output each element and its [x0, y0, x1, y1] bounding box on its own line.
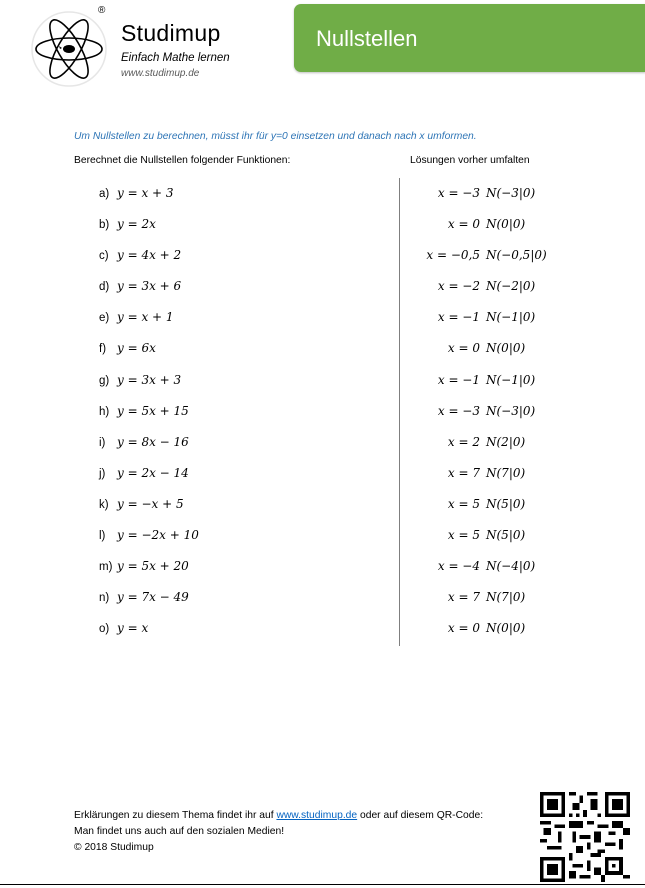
solution-item: [400, 248, 600, 279]
solution-point: N(5|0): [486, 496, 526, 511]
solution-x: x = −3: [437, 403, 480, 418]
task-function: y = 2x: [117, 217, 156, 232]
solution-item: [400, 373, 600, 404]
solution-heading: Lösungen vorher umfalten: [410, 155, 530, 166]
task-item: [99, 497, 199, 528]
task-heading: Berechnet die Nullstellen folgender Funktionen:: [74, 155, 291, 166]
task-label: g): [99, 374, 110, 387]
task-label: l): [99, 530, 106, 543]
task-label: h): [99, 405, 110, 418]
website-link[interactable]: www.studimup.de: [276, 810, 358, 821]
task-function: y = 5x + 15: [117, 403, 189, 418]
footer-line-1: [74, 808, 483, 824]
solution-x: x = 0: [447, 341, 480, 356]
registered-mark: ®: [98, 5, 106, 16]
solution-x: x = 5: [447, 528, 480, 543]
solution-x: x = 0: [447, 621, 480, 636]
header-website: www.studimup.de: [121, 68, 200, 79]
task-function: y = 8x − 16: [117, 434, 189, 449]
task-label: k): [99, 498, 109, 511]
solution-item: [400, 497, 600, 528]
solution-point: N(−3|0): [486, 186, 536, 200]
task-label: o): [99, 623, 110, 636]
bottom-rule: [0, 884, 645, 885]
task-item: [99, 466, 199, 497]
footer-text-before: Erklärungen zu diesem Thema findet ihr auf: [74, 810, 277, 821]
solution-list: [400, 186, 600, 652]
solution-point: N(−2|0): [486, 279, 536, 294]
task-item: [99, 279, 199, 310]
task-function: y = x: [117, 621, 149, 636]
task-function: y = x + 1: [117, 310, 174, 325]
solution-point: N(−1|0): [486, 372, 536, 387]
solution-point: N(2|0): [486, 434, 526, 449]
task-label: f): [99, 343, 107, 356]
qr-code-graphic: [540, 792, 630, 882]
solution-item: [400, 310, 600, 341]
solution-point: N(5|0): [486, 528, 526, 543]
solution-item: [400, 404, 600, 435]
task-item: [99, 373, 199, 404]
studimup-logo: [31, 11, 107, 87]
solution-x: x = −3: [437, 186, 480, 200]
task-item: [99, 590, 199, 621]
task-function: y = 5x + 20: [117, 559, 189, 574]
task-function: y = 2x − 14: [117, 465, 189, 480]
task-item: [99, 435, 199, 466]
brand-name: Studimup: [121, 20, 221, 46]
task-function: y = x + 3: [117, 186, 174, 200]
qr-code-icon[interactable]: [540, 792, 630, 882]
solution-item: [400, 528, 600, 559]
task-item: [99, 310, 199, 341]
task-label: e): [99, 312, 110, 325]
footer-copyright: © 2018 Studimup: [74, 842, 154, 853]
solution-point: N(7|0): [486, 590, 526, 605]
task-function: y = −x + 5: [117, 496, 184, 511]
footer: [74, 808, 483, 856]
task-label: b): [99, 219, 110, 232]
solution-x: x = 7: [447, 465, 480, 480]
task-item: [99, 248, 199, 279]
solution-x: x = −0,5: [426, 248, 480, 263]
task-item: [99, 341, 199, 372]
task-item: [99, 559, 199, 590]
tagline: Einfach Mathe lernen: [121, 52, 230, 64]
task-label: n): [99, 592, 110, 605]
solution-point: N(−4|0): [486, 559, 536, 574]
solution-point: N(−0,5|0): [486, 248, 547, 263]
task-list: [99, 186, 199, 652]
solution-x: x = 5: [447, 496, 480, 511]
solution-item: [400, 466, 600, 497]
solution-x: x = −4: [437, 559, 480, 574]
task-item: [99, 186, 199, 217]
solution-item: [400, 186, 600, 217]
task-item: [99, 528, 199, 559]
solution-point: N(7|0): [486, 465, 526, 480]
solution-x: x = −1: [437, 372, 480, 387]
solution-point: N(−3|0): [486, 403, 536, 418]
solution-item: [400, 559, 600, 590]
solution-item: [400, 590, 600, 621]
solution-item: [400, 621, 600, 652]
footer-line-2: Man findet uns auch auf den sozialen Medien!: [74, 826, 285, 837]
solution-point: N(0|0): [486, 621, 526, 636]
task-label: i): [99, 436, 106, 449]
task-item: [99, 404, 199, 435]
task-function: y = 3x + 6: [117, 279, 182, 294]
solution-point: N(0|0): [486, 217, 526, 232]
task-label: m): [99, 561, 113, 574]
solution-x: x = 0: [447, 217, 480, 232]
solution-x: x = −2: [437, 279, 480, 294]
footer-text-after: oder auf diesem QR-Code:: [357, 810, 484, 821]
atom-logo-icon: [31, 11, 107, 87]
title-banner: [294, 4, 645, 72]
task-function: y = −2x + 10: [117, 528, 199, 543]
task-label: j): [99, 467, 106, 480]
task-function: y = 6x: [117, 341, 156, 356]
solution-x: x = 7: [447, 590, 480, 605]
solution-x: x = 2: [447, 434, 480, 449]
solution-x: x = −1: [437, 310, 480, 325]
task-label: d): [99, 281, 110, 294]
task-label: c): [99, 250, 109, 263]
task-label: a): [99, 188, 110, 200]
instruction-hint: Um Nullstellen zu berechnen, müsst ihr für y=0 einsetzen und danach nach x umformen.: [74, 131, 477, 142]
solution-point: N(−1|0): [486, 310, 536, 325]
task-function: y = 4x + 2: [117, 248, 182, 263]
solution-item: [400, 279, 600, 310]
solution-point: N(0|0): [486, 341, 526, 356]
solution-item: [400, 217, 600, 248]
task-item: [99, 217, 199, 248]
solution-item: [400, 435, 600, 466]
task-item: [99, 621, 199, 652]
solution-item: [400, 341, 600, 372]
page-title: Nullstellen: [316, 26, 418, 51]
task-function: y = 3x + 3: [117, 372, 182, 387]
task-function: y = 7x − 49: [117, 590, 189, 605]
